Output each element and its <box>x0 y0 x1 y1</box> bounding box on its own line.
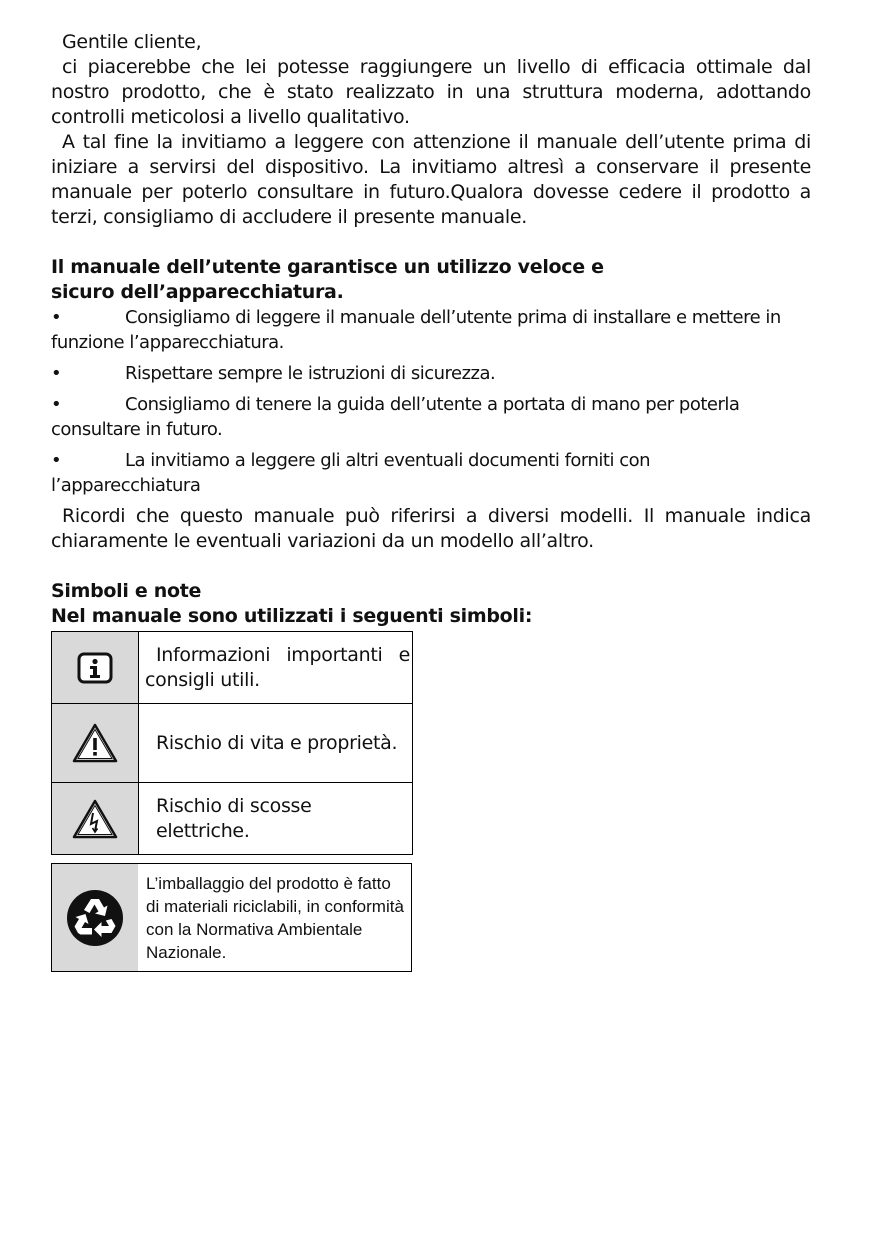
symbols-subheading: Nel manuale sono utilizzati i seguenti simboli: <box>51 605 533 627</box>
bullet-item-2 <box>51 361 811 386</box>
bullet-item-1 <box>51 305 811 355</box>
bullet-dot: • <box>51 307 62 328</box>
symbol-text: Rischio di vita e proprietà. <box>139 704 413 783</box>
manual-heading: Il manuale dell’utente garantisce un utilizzo veloce e sicuro dell’apparecchiatura. <box>51 256 604 303</box>
greeting: Gentile cliente, <box>62 31 202 53</box>
intro-paragraph-1: ci piacerebbe che lei potesse raggiungere un livello di efficacia ottimale dal nostro prodotto, che è stato realizzato in una struttura moderna, adottando controlli meticolosi a livello qualitativo. <box>51 56 811 128</box>
symbol-icon-cell <box>52 704 139 783</box>
electric-shock-icon <box>71 808 119 827</box>
symbols-heading: Simboli e note <box>51 580 202 602</box>
symbols-table <box>51 631 413 855</box>
recycle-icon <box>66 907 124 926</box>
bullet-text: Consigliamo di leggere il manuale dell’utente prima di installare e mettere in <box>125 307 781 328</box>
symbol-icon-cell <box>52 783 139 855</box>
bullet-item-3 <box>51 392 811 442</box>
recycling-table <box>51 863 412 972</box>
symbol-row-recycle <box>52 864 412 972</box>
document-page <box>51 30 811 972</box>
bullet-text-cont: funzione l’apparecchiatura. <box>51 332 284 353</box>
symbol-text: Rischio di scosse elettriche. <box>139 783 413 855</box>
bullet-dot: • <box>51 450 62 471</box>
bullet-text-cont: l’apparecchiatura <box>51 475 201 496</box>
bullet-text-cont: consultare in futuro. <box>51 419 223 440</box>
symbol-row-warning <box>52 704 413 783</box>
bullet-text: Consigliamo di tenere la guida dell’utente a portata di mano per poterla <box>125 394 740 415</box>
symbol-icon-cell <box>52 632 139 704</box>
symbol-text: Informazioni importanti e consigli utili. <box>139 632 413 704</box>
models-note: Ricordi che questo manuale può riferirsi a diversi modelli. Il manuale indica chiaramente le eventuali variazioni da un modello all’altro. <box>51 505 811 552</box>
info-icon <box>77 657 113 676</box>
bullet-text: Rispettare sempre le istruzioni di sicurezza. <box>125 363 496 384</box>
recycle-text: L’imballaggio del prodotto è fatto di materiali riciclabili, in conformità con la Normativa Ambientale Nazionale. <box>146 873 404 962</box>
symbol-icon-cell <box>52 864 139 972</box>
bullet-text: La invitiamo a leggere gli altri eventuali documenti forniti con <box>125 450 651 471</box>
intro-paragraph-2: A tal fine la invitiamo a leggere con attenzione il manuale dell’utente prima di iniziare a servirsi del dispositivo. La invitiamo altresì a conservare il presente manuale per poterlo consultare in futuro.Qualora dovesse cedere il prodotto a terzi, consigliamo di accludere il presente manuale. <box>51 131 811 228</box>
warning-icon <box>71 733 119 752</box>
bullet-item-4 <box>51 448 811 498</box>
symbol-row-info <box>52 632 413 704</box>
bullet-dot: • <box>51 394 62 415</box>
bullet-dot: • <box>51 363 62 384</box>
symbol-row-electric <box>52 783 413 855</box>
